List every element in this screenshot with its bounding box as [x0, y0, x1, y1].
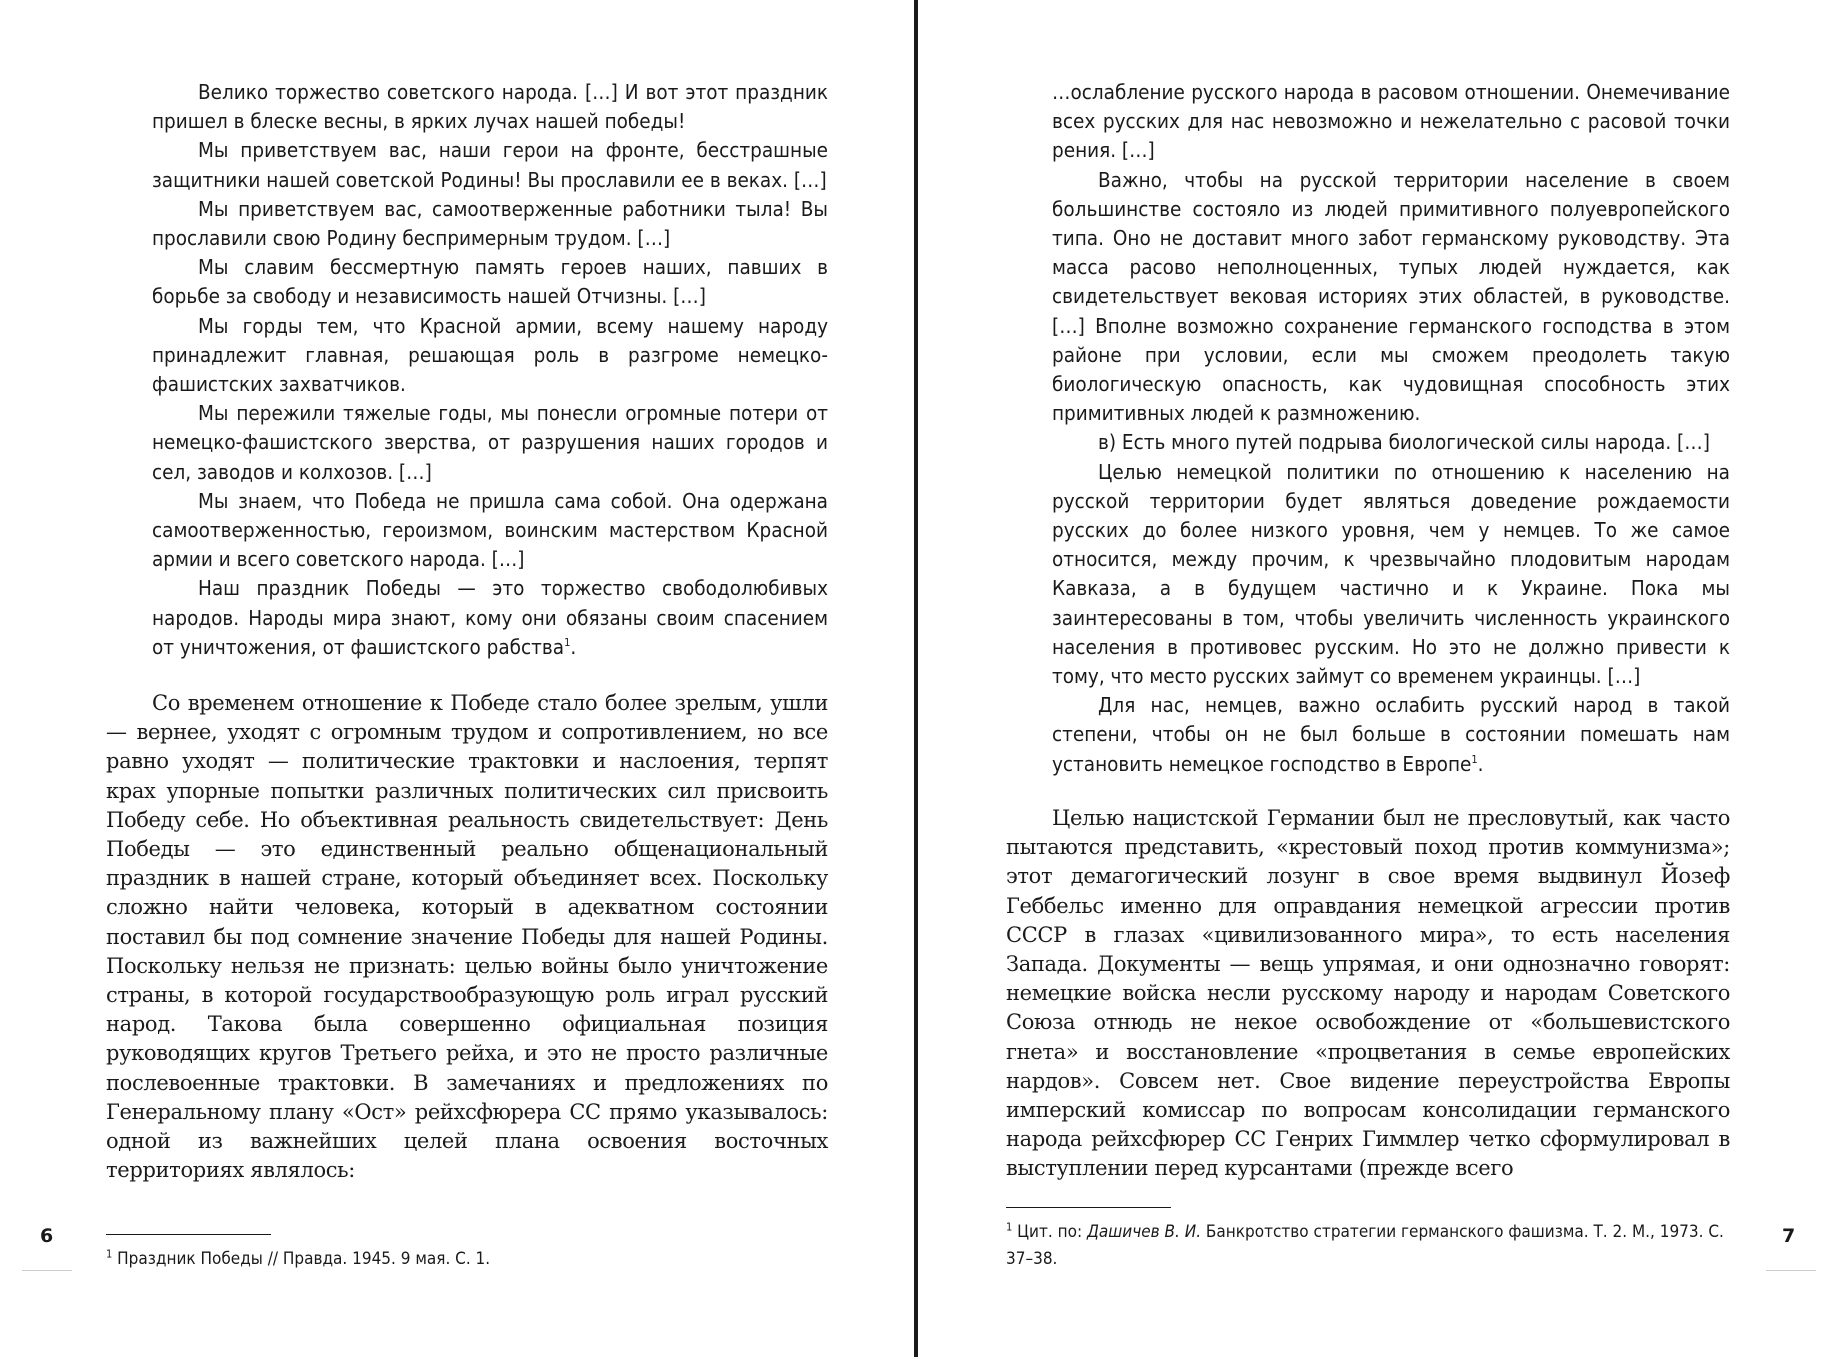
page-number-rule [22, 1270, 72, 1271]
body-paragraph: Целью нацистской Германии был не пресловутый, как часто пытаются представить, «крестовый поход против коммунизма»; этот демагогический лозунг в свое время выдвинул Йозеф Геббельс именно для оправдания немецкой агрессии против СССР в глазах «цивилизованного мира», то есть населения Запада. Документы — вещь упрямая, и они однозначно говорят: немецкие войска несли русскому народу и народам Советского Союза отнюдь не некое освобождение от «большевистского гнета» и восстановление «процветания в семье европейских нардов». Совсем нет. Свое видение переустройства Европы имперский комиссар по вопросам консолидации германского народа рейхсфюрер СС Генрих Гиммлер четко сформулировал в выступлении перед курсантами (прежде всего [1006, 806, 1730, 1181]
body-text [1006, 804, 1730, 1184]
footnote-reference[interactable]: 1 [1471, 752, 1478, 766]
quote-paragraph: Мы горды тем, что Красной армии, всему нашему народу принадлежит главная, решающая роль в разгроме немецко-фашистских захватчиков. [152, 313, 828, 397]
footnote-divider [106, 1234, 271, 1235]
quote-paragraph: в) Есть много путей подрыва биологической силы народа. […] [1098, 430, 1710, 455]
quote-paragraph: Мы славим бессмертную память героев наших, павших в борьбе за свободу и независимость нашей Отчизны. […] [152, 255, 828, 309]
footnote-mark: 1 [1006, 1220, 1013, 1234]
quote-text: Наш праздник Победы — это торжество свободолюбивых народов. Народы мира знают, кому они обязаны своим спасением от уничтожения, от фашистского рабства [152, 576, 828, 659]
quote-paragraph: Важно, чтобы на русской территории население в своем большинстве состояло из людей примитивного полуевропейского типа. Оно не доставит много забот германскому руководству. Эта масса расово неполноценных, тупых людей нуждается, как свидетельствует вековая историях этих областей, в руководстве. […] Вполне возможно сохранение германского господства в этом районе при условии, если мы сможем преодолеть такую биологическую опасность, как чудовищная способность этих примитивных людей к размножению. [1052, 167, 1730, 426]
footnote-divider [1006, 1207, 1171, 1208]
body-paragraph: Со временем отношение к Победе стало более зрелым, ушли — вернее, уходят с огромным трудом и сопротивлением, но все равно уходят — политические трактовки и наслоения, терпят крах упорные попытки различных политических сил присвоить Победу себе. Но объективная реальность свидетельствует: День Победы — это единственный реально общенациональный праздник в нашей стране, который объединяет всех. Поскольку сложно найти человека, который в адекватном состоянии поставил бы под сомнение значение Победы для нашей Родины. Поскольку нельзя не признать: целью войны было уничтожение страны, в которой государствообразующую роль играл русский народ. Такова была совершенно официальная позиция руководящих кругов Третьего рейха, и это не просто различные послевоенные трактовки. В замечаниях и предложениях по Генеральному плану «Ост» рейхсфюрера СС прямо указывалось: одной из важнейших целей плана освоения восточных территориях являлось: [106, 691, 828, 1183]
page-number-rule [1766, 1270, 1816, 1271]
footnote-prefix: Цит. по: [1017, 1222, 1087, 1242]
quote-paragraph [152, 574, 828, 662]
quote-block [152, 78, 828, 662]
quote-paragraph: Мы знаем, что Победа не пришла сама собой. Она одержана самоотверженностью, героизмом, воинским мастерством Красной армии и всего советского народа. […] [152, 488, 828, 572]
footnote-reference[interactable]: 1 [564, 636, 571, 650]
quote-paragraph: Мы приветствуем вас, наши герои на фронте, бесстрашные защитники нашей советской Родины! Вы прославили ее в веках. […] [152, 138, 828, 192]
quote-block [1052, 78, 1730, 779]
right-page [918, 0, 1837, 1357]
quote-paragraph [1052, 691, 1730, 779]
quote-paragraph: Мы приветствуем вас, самоотверженные работники тыла! Вы прославили свою Родину беспримерным трудом. […] [152, 196, 828, 251]
quote-paragraph: …ослабление русского народа в расовом отношении. Онемечивание всех русских для нас невозможно и нежелательно с расовой точки рения. […] [1052, 80, 1730, 163]
quote-text: Для нас, немцев, важно ослабить русский народ в такой степени, чтобы он не был больше в состоянии помешать нам установить немецкое господство в Европе [1052, 693, 1730, 776]
footnote-text: Праздник Победы // Правда. 1945. 9 мая. С. 1. [117, 1249, 491, 1269]
footnote [106, 1246, 828, 1273]
body-text [106, 689, 828, 1185]
quote-paragraph: Мы пережили тяжелые годы, мы понесли огромные потери от немецко-фашистского зверства, от разрушения наших городов и сел, заводов и колхозов. […] [152, 401, 828, 484]
footnote [1006, 1219, 1730, 1273]
quote-end: . [570, 634, 577, 659]
left-page [0, 0, 914, 1357]
page-number: 6 [40, 1225, 54, 1247]
quote-paragraph: Целью немецкой политики по отношению к населению на русской территории будет являться доведение рождаемости русских до более низкого уровня, чем у немцев. То же самое относится, между прочим, к чрезвычайно плодовитым народам Кавказа, а в будущем частично и к Украине. Пока мы заинтересованы в том, чтобы увеличить численность украинского населения в противовес русским. Но это не должно привести к тому, что место русских займут со временем украинцы. […] [1052, 459, 1730, 689]
quote-paragraph: Велико торжество советского народа. […] И вот этот праздник пришел в блеске весны, в ярких лучах нашей победы! [152, 80, 828, 134]
footnote-author: Дашичев В. И. [1086, 1222, 1202, 1242]
footnote-text: Банкротство стратегии германского фашизма. Т. 2. М., 1973. С. 37–38. [1006, 1222, 1724, 1269]
quote-end: . [1477, 751, 1484, 776]
page-number: 7 [1782, 1225, 1796, 1247]
footnote-mark: 1 [106, 1247, 113, 1261]
